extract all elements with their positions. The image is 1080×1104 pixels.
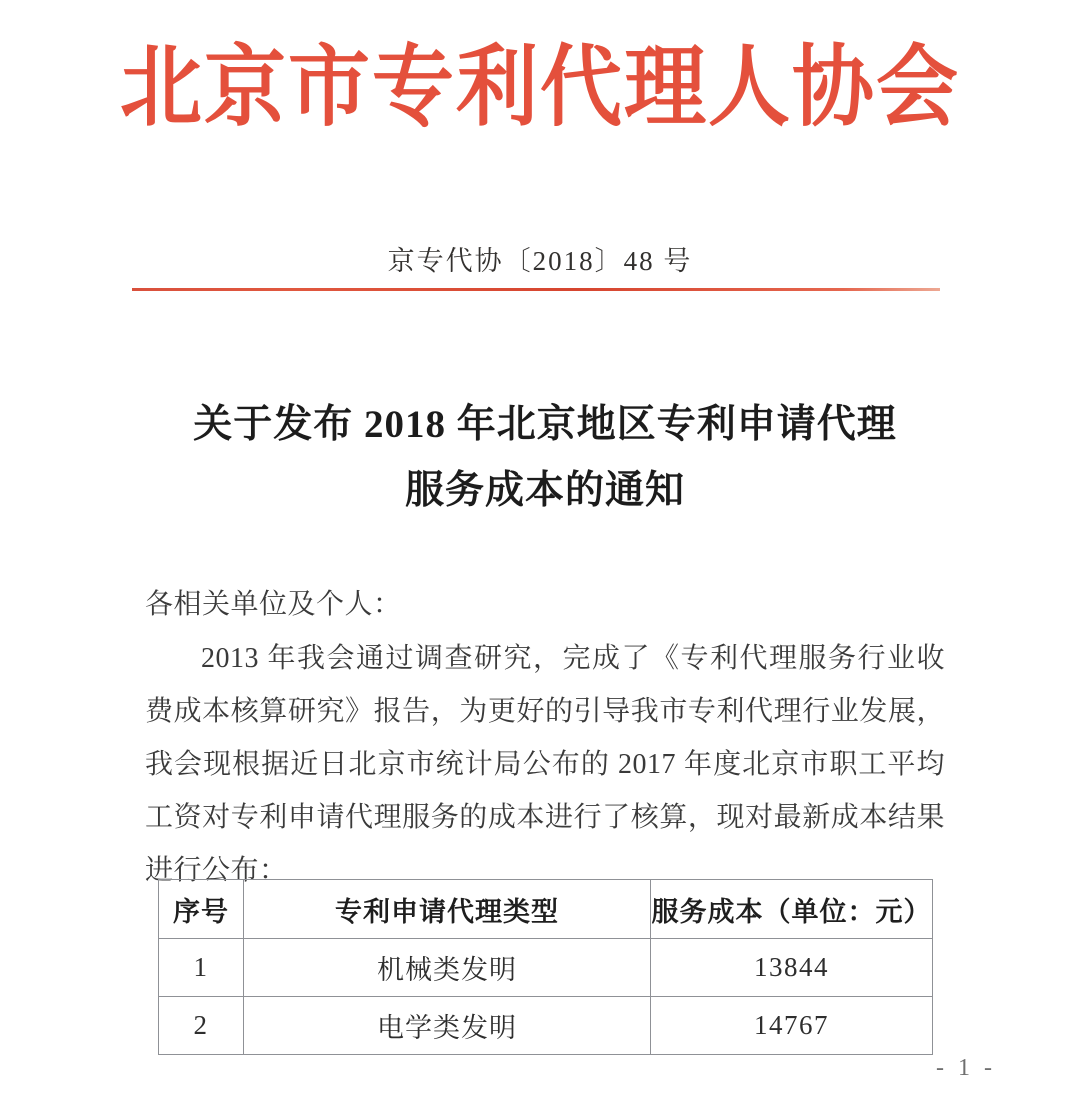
table-header-row <box>159 880 933 939</box>
table-row <box>159 939 933 997</box>
table-header-index: 序号 <box>159 880 244 939</box>
document-title <box>150 392 940 524</box>
table-cell-type: 电学类发明 <box>244 997 651 1055</box>
document-body <box>145 578 945 897</box>
table-header-cost: 服务成本（单位：元） <box>651 880 933 939</box>
document-reference-number: 京专代协〔2018〕48 号 <box>387 246 693 276</box>
body-paragraph: 2013 年我会通过调查研究，完成了《专利代理服务行业收费成本核算研究》报告，为更好的引导我市专利代理行业发展，我会现根据近日北京市统计局公布的 2017 年度北京市职工平均工资对专利申请代理服务的成本进行了核算，现对最新成本结果进行公布： <box>145 643 945 886</box>
letterhead <box>0 38 1080 137</box>
document-title-line-1: 关于发布 2018 年北京地区专利申请代理 <box>193 403 897 446</box>
table-cell-cost: 13844 <box>651 939 933 997</box>
table-header-type: 专利申请代理类型 <box>244 880 651 939</box>
table-row <box>159 997 933 1055</box>
body-salutation: 各相关单位及个人： <box>145 589 402 620</box>
table-cell-type: 机械类发明 <box>244 939 651 997</box>
service-cost-table <box>158 879 933 1055</box>
table-cell-index: 1 <box>159 939 244 997</box>
letterhead-organization-name: 北京市专利代理人协会 <box>119 38 960 137</box>
red-separator-rule <box>132 288 940 291</box>
page-number-marker: - 1 - <box>936 1055 996 1081</box>
document-title-line-2: 服务成本的通知 <box>404 469 685 512</box>
service-cost-table-container <box>158 879 932 1055</box>
table-cell-cost: 14767 <box>651 997 933 1055</box>
table-cell-index: 2 <box>159 997 244 1055</box>
